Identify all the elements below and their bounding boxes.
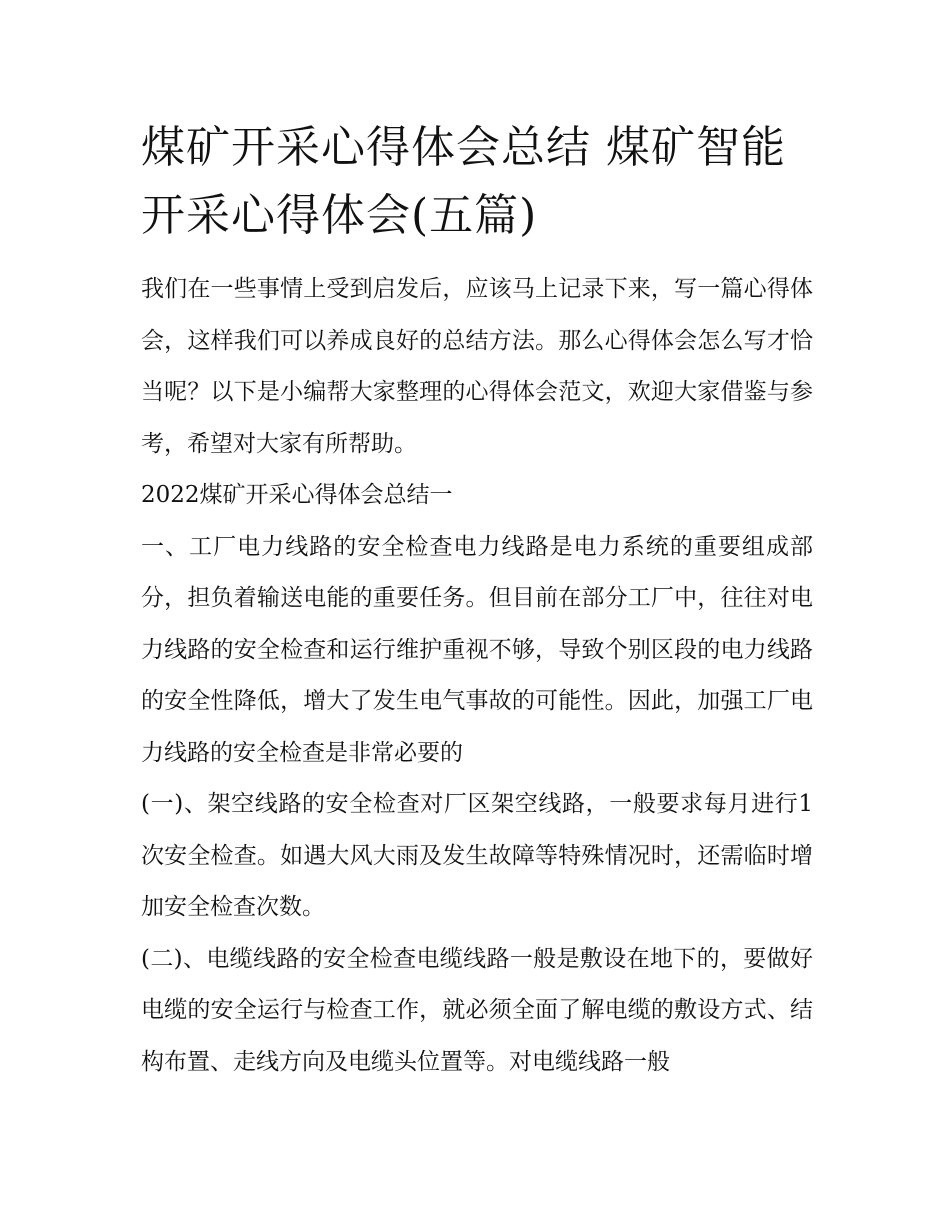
intro-paragraph: 我们在一些事情上受到启发后，应该马上记录下来，写一篇心得体会，这样我们可以养成良好的总结方法。那么心得体会怎么写才恰当呢？以下是小编帮大家整理的心得体会范文，欢迎大家借鉴与参考，希望对大家有所帮助。 bbox=[141, 276, 813, 457]
section-heading: 2022煤矿开采心得体会总结一 bbox=[141, 482, 453, 508]
document-body bbox=[141, 114, 813, 1088]
body-paragraph-3: (二)、电缆线路的安全检查电缆线路一般是敷设在地下的，要做好电缆的安全运行与检查工作，就必须全面了解电缆的敷设方式、结构布置、走线方向及电缆头位置等。对电缆线路一般 bbox=[141, 945, 813, 1075]
body-paragraph-2: (一)、架空线路的安全检查对厂区架空线路，一般要求每月进行1次安全检查。如遇大风大雨及发生故障等特殊情况时，还需临时增加安全检查次数。 bbox=[141, 791, 813, 920]
body-paragraph-1: 一、工厂电力线路的安全检查电力线路是电力系统的重要组成部分，担负着输送电能的重要任务。但目前在部分工厂中，往往对电力线路的安全检查和运行维护重视不够，导致个别区段的电力线路的安全性降低，增大了发生电气事故的可能性。因此，加强工厂电力线路的安全检查是非常必要的 bbox=[141, 533, 813, 766]
document-title: 煤矿开采心得体会总结 煤矿智能开采心得体会(五篇) bbox=[141, 122, 786, 241]
